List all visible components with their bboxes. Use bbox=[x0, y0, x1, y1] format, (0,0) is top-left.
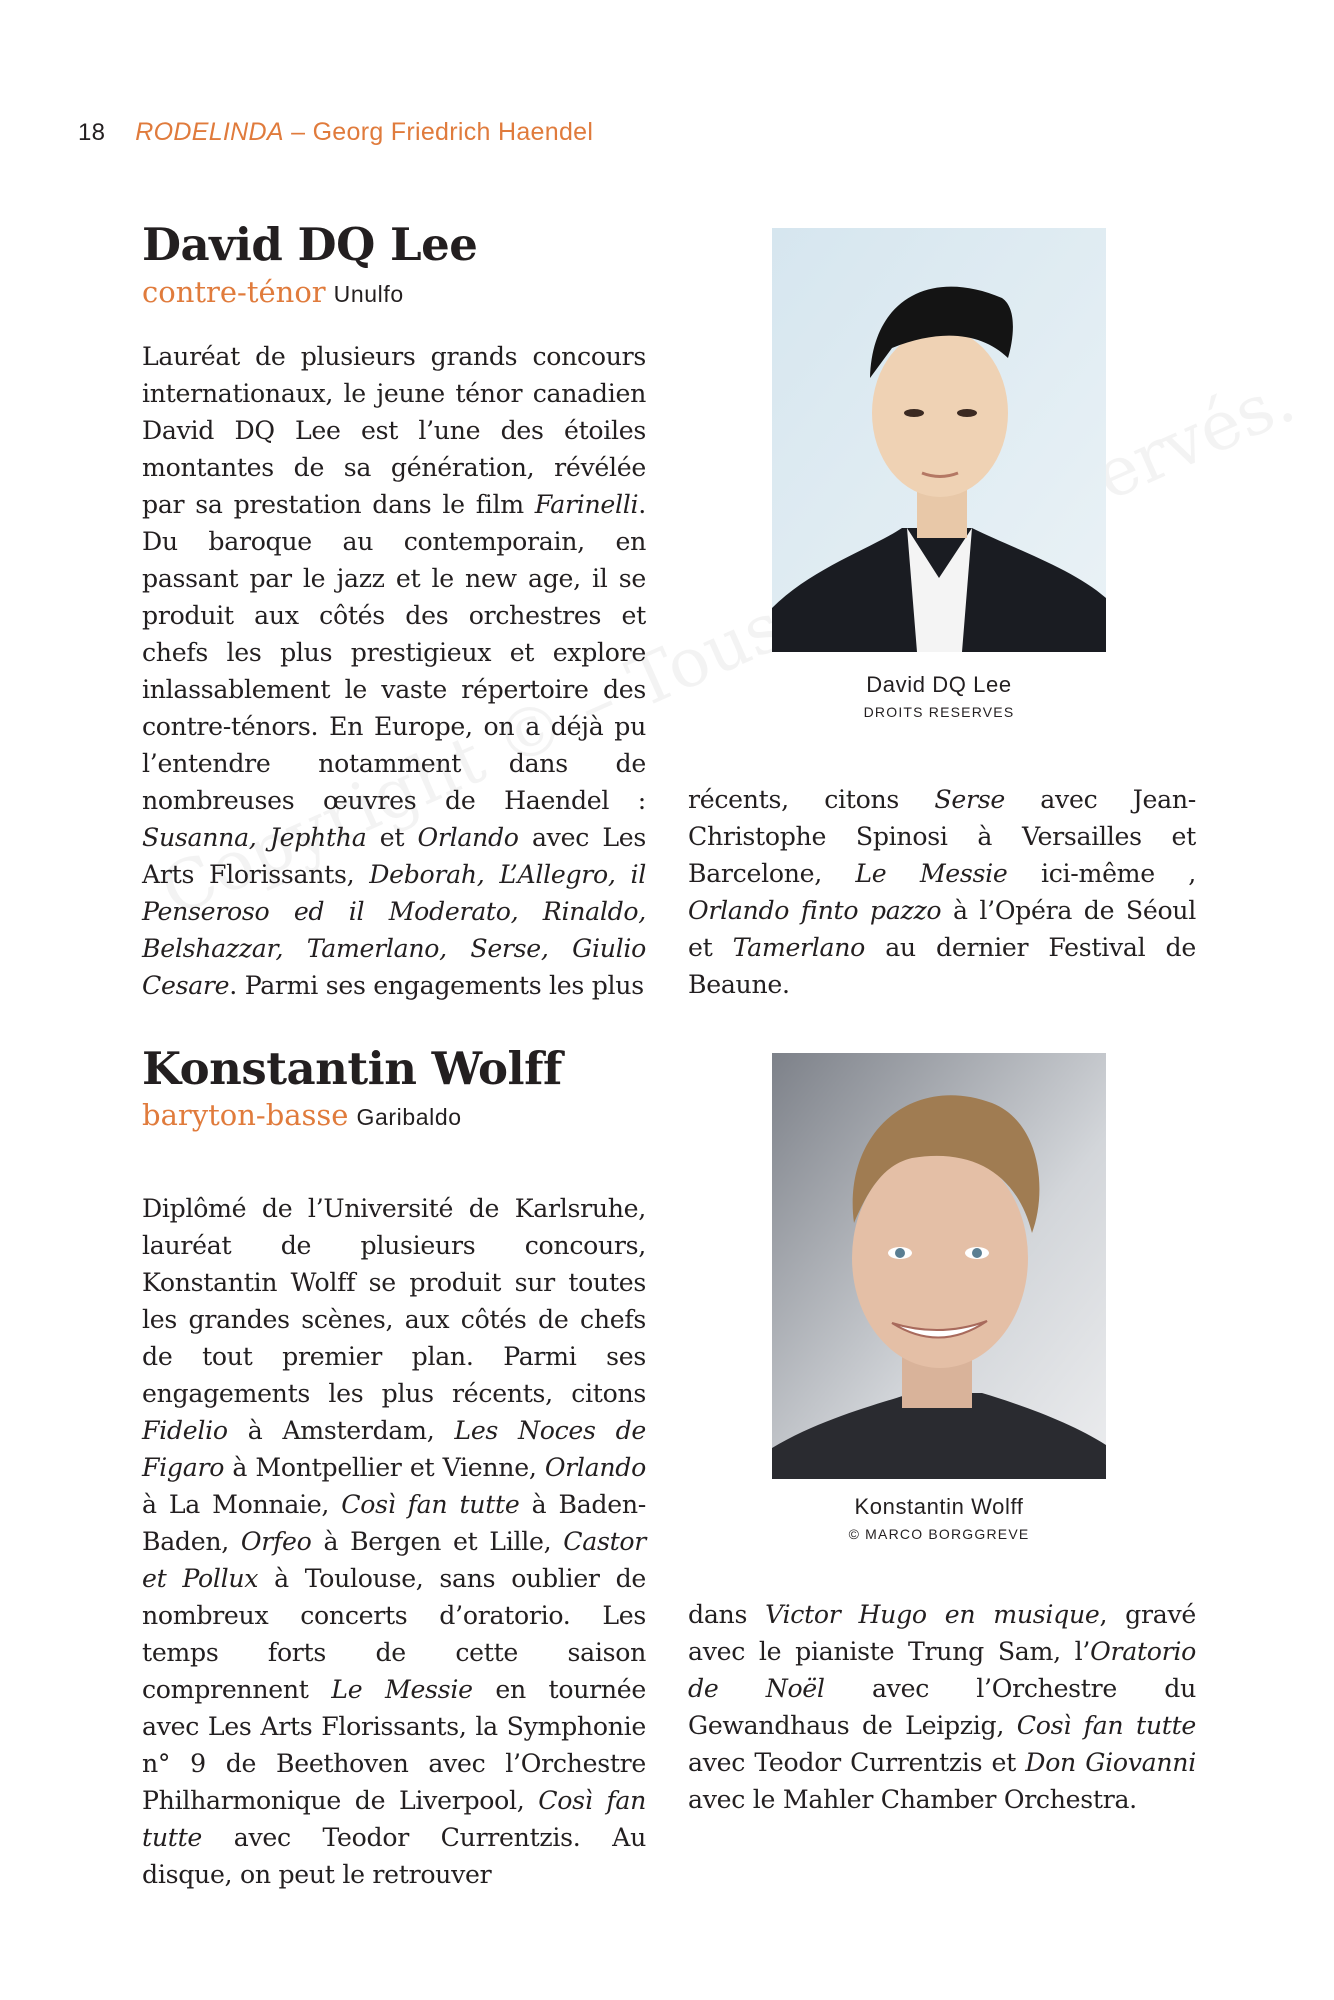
artist-name: Konstantin Wolff bbox=[142, 1042, 562, 1095]
bio-column-left bbox=[142, 1190, 646, 1893]
caption-name: Konstantin Wolff bbox=[854, 1494, 1024, 1519]
caption-name: David DQ Lee bbox=[866, 672, 1012, 697]
bio-column-left bbox=[142, 338, 646, 1004]
bio-paragraph: dans Victor Hugo en musique, gravé avec le pianiste Trung Sam, l’Oratorio de Noël avec l’Orchestre du Gewandhaus de Leipzig, Così fan tutte avec Teodor Currentzis et Don Giovanni avec le Mahler Chamber Orchestra. bbox=[688, 1600, 1197, 1814]
page-number: 18 bbox=[78, 119, 106, 146]
portrait-photo bbox=[772, 228, 1106, 652]
photo-caption bbox=[772, 672, 1106, 720]
portrait-image bbox=[772, 228, 1106, 652]
artist-name: David DQ Lee bbox=[142, 218, 478, 271]
bio-column-right bbox=[688, 781, 1196, 1003]
portrait-photo bbox=[772, 1053, 1106, 1479]
composer-name: Georg Friedrich Haendel bbox=[312, 118, 594, 146]
voice-type: contre-ténor bbox=[142, 275, 326, 309]
bio-column-right bbox=[688, 1596, 1196, 1818]
voice-type: baryton-basse bbox=[142, 1098, 349, 1132]
bio-paragraph: récents, citons Serse avec Jean-Christophe Spinosi à Versailles et Barcelone, Le Messie ici-même , Orlando finto pazzo à l’Opéra de Séoul et Tamerlano au dernier Festival de Beaune. bbox=[688, 785, 1196, 999]
opera-title: RODELINDA bbox=[135, 118, 284, 146]
header-dash: – bbox=[283, 118, 313, 146]
bio-paragraph: Lauréat de plusieurs grands concours internationaux, le jeune ténor canadien David DQ Lee est l’une des étoiles montantes de sa génération, révélée par sa prestation dans le film Farinelli. Du baroque au contemporain, en passant par le jazz et le new age, il se produit aux côtés des orchestres et chefs les plus prestigieux et explore inlassablement le vaste répertoire des contre-ténors. En Europe, on a déjà pu l’entendre notamment dans de nombreuses œuvres de Haendel : Susanna, Jephtha et Orlando avec Les Arts Florissants, Deborah, L’Allegro, il Penseroso ed il Moderato, Rinaldo, Belshazzar, Tamerlano, Serse, Giulio Cesare. Parmi ses engagements les plus bbox=[142, 342, 646, 1000]
artist-role bbox=[142, 1098, 462, 1132]
bio-paragraph: Diplômé de l’Université de Karlsruhe, lauréat de plusieurs concours, Konstantin Wolff se produit sur toutes les grandes scènes, aux côtés de chefs de tout premier plan. Parmi ses engagements les plus récents, citons Fidelio à Amsterdam, Les Noces de Figaro à Montpellier et Vienne, Orlando à La Monnaie, Così fan tutte à Baden-Baden, Orfeo à Bergen et Lille, Castor et Pollux à Toulouse, sans oublier de nombreux concerts d’oratorio. Les temps forts de cette saison comprennent Le Messie en tournée avec Les Arts Florissants, la Symphonie n° 9 de Beethoven avec l’Orchestre Philharmonique de Liverpool, Così fan tutte avec Teodor Currentzis. Au disque, on peut le retrouver bbox=[142, 1194, 647, 1889]
portrait-image bbox=[772, 1053, 1106, 1479]
caption-credit: © MARCO BORGGREVE bbox=[848, 1526, 1030, 1542]
character-name: Unulfo bbox=[333, 281, 404, 307]
character-name: Garibaldo bbox=[356, 1104, 462, 1130]
running-header bbox=[78, 118, 593, 147]
photo-caption bbox=[772, 1494, 1106, 1542]
artist-role bbox=[142, 275, 404, 309]
caption-credit: DROITS RESERVES bbox=[863, 704, 1015, 720]
